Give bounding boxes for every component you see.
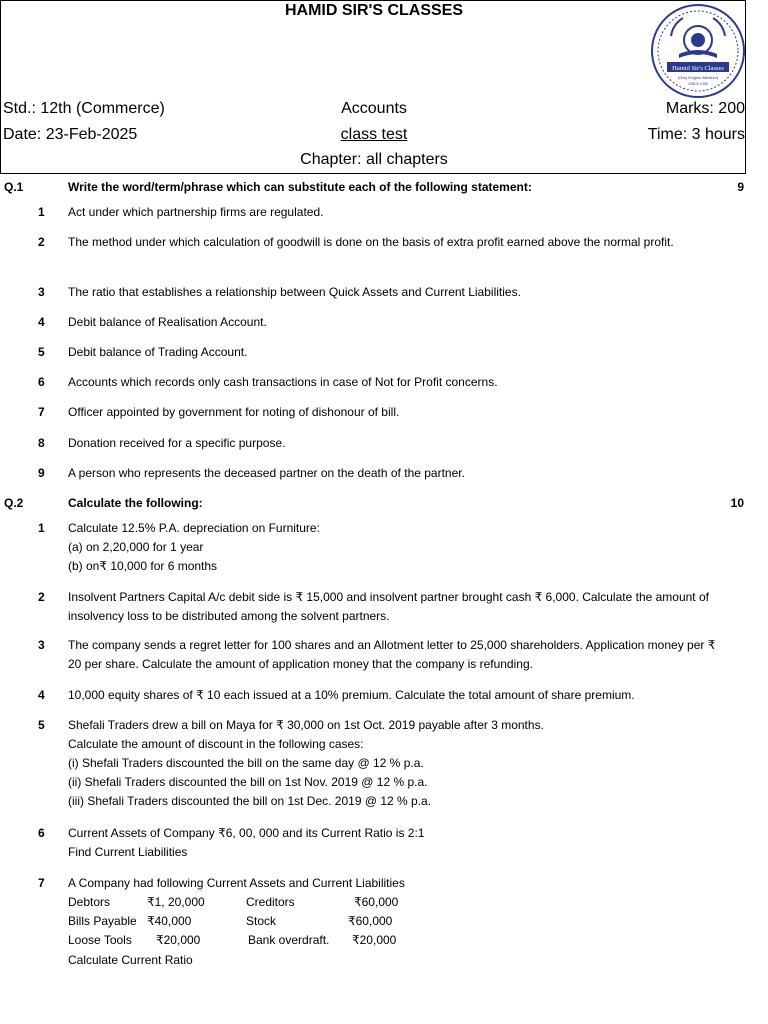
item-text: Accounts which records only cash transactions in case of Not for Profit concerns. <box>68 375 498 389</box>
chapter-label: Chapter: all chapters <box>300 151 448 168</box>
item-number: 2 <box>38 235 45 249</box>
item-text: Insolvent Partners Capital A/c debit side is ₹ 15,000 and insolvent partner brought cash ₹ 6,000. Calculate the amount of insolvency loss to be distributed among the solvent partners. <box>68 590 709 623</box>
row-label: Loose Tools <box>68 933 132 947</box>
row-value: ₹60,000 <box>348 914 393 928</box>
logo-subtext: (Only English Medium) <box>677 75 719 80</box>
logo-since: SINCE 1998 <box>688 82 708 86</box>
item-text: Debit balance of Realisation Account. <box>68 315 267 329</box>
item-number: 5 <box>38 718 45 732</box>
item-text: A person who represents the deceased partner on the death of the partner. <box>68 466 465 480</box>
item-number: 8 <box>38 436 45 450</box>
item-number: 3 <box>38 638 45 652</box>
item-number: 6 <box>38 375 45 389</box>
item-text: The method under which calculation of goodwill is done on the basis of extra profit earned above the normal profit. <box>68 235 674 249</box>
item-number: 7 <box>38 876 45 890</box>
item-text: Current Assets of Company ₹6, 00, 000 and its Current Ratio is 2:1 Find Current Liabilities <box>68 826 425 859</box>
item-number: 5 <box>38 345 45 359</box>
item-text: Shefali Traders drew a bill on Maya for ₹ 30,000 on 1st Oct. 2019 payable after 3 months. Calculate the amount of discount in the following cases: (i) Shefali Traders discounted the bill on the same day @ 12 % p.a. (ii) Shefali Traders discounted the bill on 1st Nov. 2019 @ 12 % p.a. (iii) Shefali Traders discounted the bill on 1st Dec. 2019 @ 12 % p.a. <box>68 718 544 808</box>
item-number: 7 <box>38 405 45 419</box>
row-value: ₹1, 20,000 <box>147 895 205 909</box>
q7-footer: Calculate Current Ratio <box>68 953 193 967</box>
time-label: Time: 3 hours <box>647 126 745 143</box>
item-text: The company sends a regret letter for 100 shares and an Allotment letter to 25,000 shareholders. Application money per ₹ 20 per share. Calculate the amount of application money that the company is refunding. <box>68 638 716 671</box>
item-number: 2 <box>38 590 45 604</box>
item-text: Calculate 12.5% P.A. depreciation on Furniture: (a) on 2,20,000 for 1 year (b) on₹ 10,000 for 6 months <box>68 521 320 573</box>
std-label: Std.: 12th (Commerce) <box>3 100 165 117</box>
row-label: Bank overdraft. <box>248 933 330 947</box>
row-value: ₹20,000 <box>156 933 201 947</box>
item-number: 4 <box>38 688 45 702</box>
item-number: 6 <box>38 826 45 840</box>
row-label: Stock <box>246 914 277 928</box>
question-number: Q.1 <box>4 180 24 194</box>
date-label: Date: 23-Feb-2025 <box>3 126 138 143</box>
question-marks: 9 <box>737 180 744 194</box>
item-text: Officer appointed by government for noting of dishonour of bill. <box>68 405 400 419</box>
item-text: A Company had following Current Assets and Current Liabilities <box>68 876 405 890</box>
test-type-label: class test <box>340 126 408 143</box>
paper-header <box>0 0 746 174</box>
marks-label: Marks: 200 <box>665 100 745 117</box>
question-number: Q.2 <box>4 496 24 510</box>
row-label: Creditors <box>246 895 295 909</box>
row-value: ₹60,000 <box>354 895 399 909</box>
item-text: The ratio that establishes a relationship between Quick Assets and Current Liabilities. <box>68 285 521 299</box>
school-logo <box>649 2 747 100</box>
item-number: 1 <box>38 205 45 219</box>
item-text: Donation received for a specific purpose. <box>68 436 286 450</box>
item-number: 9 <box>38 466 45 480</box>
question-marks: 10 <box>730 496 744 510</box>
subject-label: Accounts <box>341 100 407 117</box>
row-label: Debtors <box>68 895 111 909</box>
item-text: 10,000 equity shares of ₹ 10 each issued at a 10% premium. Calculate the total amount of share premium. <box>68 688 635 702</box>
row-value: ₹40,000 <box>147 914 192 928</box>
question-title: Calculate the following: <box>68 496 203 510</box>
school-name: HAMID SIR'S CLASSES <box>284 2 464 19</box>
question-title: Write the word/term/phrase which can substitute each of the following statement: <box>68 180 532 194</box>
item-number: 3 <box>38 285 45 299</box>
item-number: 4 <box>38 315 45 329</box>
logo-text: Hamid Sir's Classes <box>672 65 724 72</box>
item-text: Act under which partnership firms are regulated. <box>68 205 324 219</box>
row-value: ₹20,000 <box>352 933 397 947</box>
item-number: 1 <box>38 521 45 535</box>
row-label: Bills Payable <box>68 914 137 928</box>
item-text: Debit balance of Trading Account. <box>68 345 248 359</box>
